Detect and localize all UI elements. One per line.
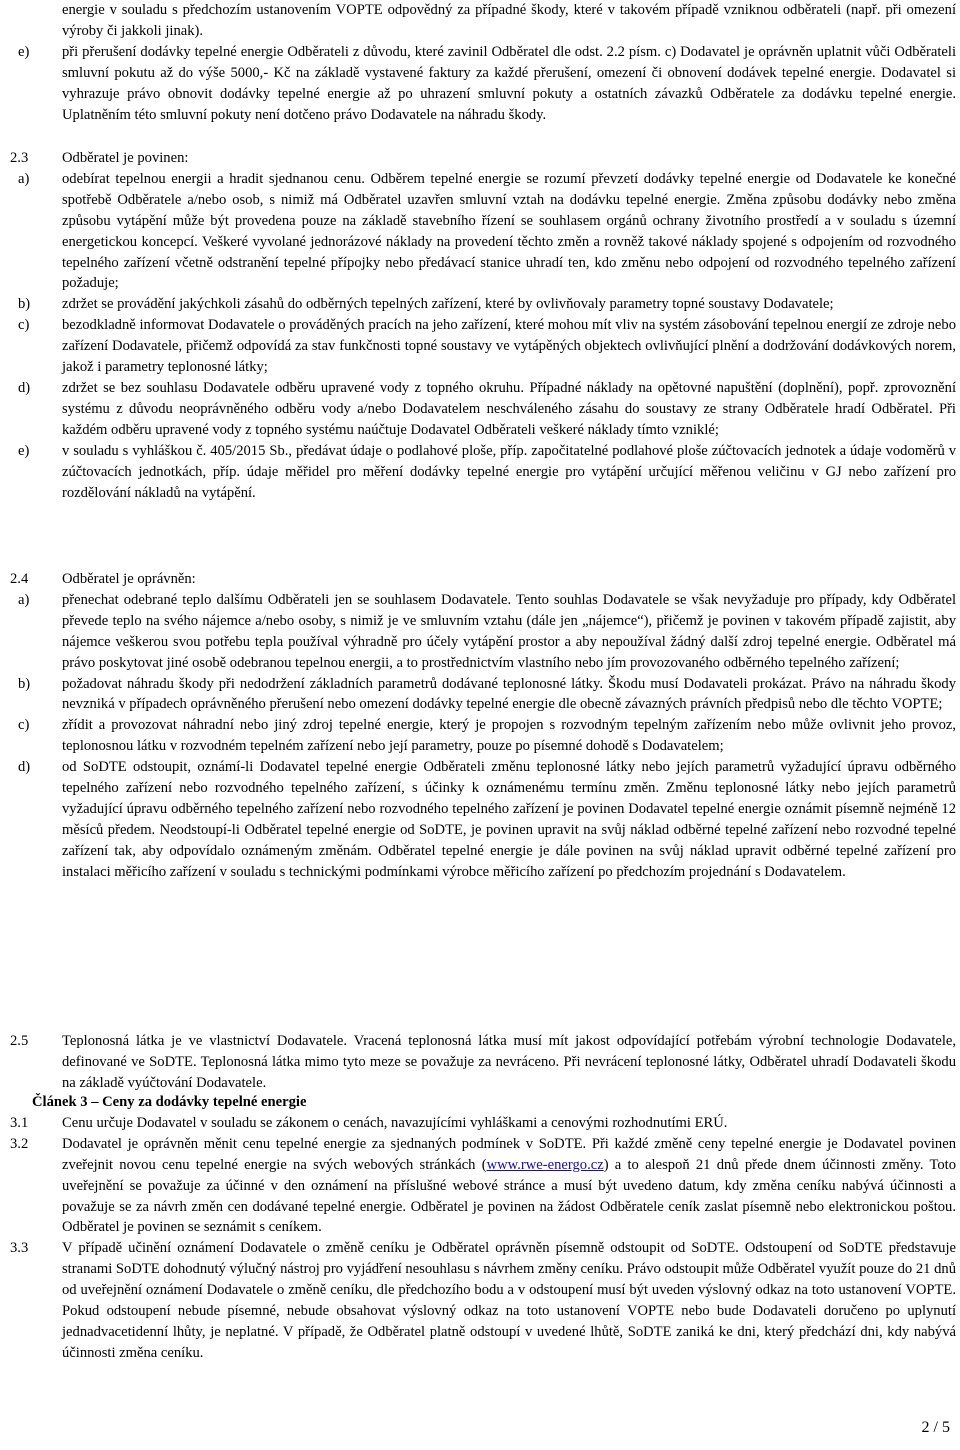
list-item: [10, 378, 956, 441]
list-item: [10, 674, 956, 716]
section-2-4: [10, 569, 956, 883]
item-label: c): [18, 317, 30, 334]
intro-item-e: [10, 42, 956, 126]
item-text: zřídit a provozovat náhradní nebo jiný zdroj tepelné energie, který je propojen s rozvodným tepelným zařízením nebo může ovlivnit jeho provoz, teplonosnou látku v rozvodném tepelném zařízení nebo její parametry, pouze po písemné dohodě s Dodavatelem;: [62, 717, 956, 755]
list-item: [10, 715, 956, 757]
section-number: 2.4: [10, 571, 29, 587]
item-text: při přerušení dodávky tepelné energie Odběrateli z důvodu, které zavinil Odběratel dle odst. 2.2 písm. c) Dodavatel je oprávněn uplatnit vůči Odběrateli smluvní pokutu až do výše 5000,- Kč na základě vystavené faktury za každé přerušení, omezení či obnovení dodávek tepelné energie. Dodavatel si vyhrazuje právo obnovit dodávky tepelné energie až po uhrazení smluvní pokuty a ostatních závazků Odběratele za dodávku tepelné energie. Uplatněním této smluvní pokuty není dotčeno právo Dodavatele na náhradu škody.: [62, 43, 956, 123]
section-number: 3.1: [10, 1114, 29, 1131]
item-label: e): [18, 43, 30, 60]
list-item: [10, 169, 956, 294]
item-text: požadovat náhradu škody při nedodržení základních parametrů dodávané teplonosné látky. Škodu musí Dodavateli prokázat. Právo na náhradu škody nevzniká v případech oprávněného přerušení nebo omezení dodávky tepelné energie dle obecně závazných právních předpisů nebo dle těchto VOPTE;: [62, 675, 956, 713]
section-2-3: [10, 148, 956, 503]
item-text: odebírat tepelnou energii a hradit sjednanou cenu. Odběrem tepelné energie se rozumí převzetí dodávky tepelné energie od Dodavatele ke konečné spotřebě Odběratele a/nebo osob, s nimiž má Odběratel uzavřen smluvní vztah na dodávku tepelné energie. Změna způsobu dodávky nebo změna způsobu vytápění může být provedena pouze na základě stavebního řízení se souhlasem orgánů ochrany životního prostředí a v souladu s územní energetickou koncepcí. Veškeré vyvolané jednorázové náklady na provedení těchto změn a rovněž takové náklady spojené s odpojením od rozvodného tepelného zařízení včetně odstranění tepelné přípojky nebo předávací stanice uhradí ten, kdo změnu nebo odpojení od rozvodného tepelného zařízení požaduje;: [62, 170, 956, 292]
item-text: přenechat odebrané teplo dalšímu Odběrateli jen se souhlasem Dodavatele. Tento souhlas Dodavatele se však nevyžaduje pro případy, kdy Odběratel převede teplo na svého nájemce a/nebo osoby, s nimiž je ve smluvním vztahu (dále jen „nájemce“), přičemž je povinen v takovém případě zajistit, aby nájemce veškerou svou potřebu tepla používal výhradně pro účely vytápění prostor a aby nepoužíval žádný další zdroj tepelné energie. Odběratel má právo poskytovat jiné osobě odebranou tepelnou energii, a to prostřednictvím vlastního nebo jím provozovaného odběrného tepelného zařízení;: [62, 591, 956, 671]
section-number: 3.3: [10, 1240, 29, 1257]
text-before-link: Dodavatel je oprávněn měnit cenu tepelné energie za sjednaných podmínek v SoDTE. Při každé změně ceny tepelné energie je Dodavatel povinen zveřejnit novou cenu tepelné energie na svých webových stránkách (: [62, 1135, 956, 1173]
section-title: Odběratel je povinen:: [62, 150, 189, 166]
section-3-1: [10, 1113, 956, 1134]
item-label: c): [18, 717, 30, 734]
article-3: [10, 1071, 956, 1364]
section-text: Cenu určuje Dodavatel v souladu se zákonem o cenách, navazujícími vyhláškami a cenovými rozhodnutími ERÚ.: [62, 1114, 728, 1131]
list-item: [10, 441, 956, 504]
section-number: 3.2: [10, 1135, 29, 1152]
item-label: a): [18, 170, 30, 187]
article-heading: Článek 3 – Ceny za dodávky tepelné energie: [32, 1094, 307, 1110]
text-after-link: ) a to alespoň 21 dnů přede dnem účinnosti změny. Toto uveřejnění se považuje za účinné v den oznámení na příslušné webové stránce a musí být uvedeno datum, kdy změna ceníku nabývá účinnosti a považuje se za návrh změn cen dodávané tepelné energie. Odběratel je povinen na žádost Odběratele ceník zaslat písemně nebo elektronickou poštou. Odběratel je povinen se seznámit s ceníkem.: [62, 1156, 956, 1236]
list-item: [10, 294, 956, 315]
item-text: v souladu s vyhláškou č. 405/2015 Sb., předávat údaje o podlahové ploše, příp. započitatelné podlahové ploše zúčtovacích jednotek a údaje vodoměrů v zúčtovacích jednotkách, příp. údaje měřidel pro měření dodávky tepelné energie pro vytápění určující měřenou veličinu v GJ nebo zařízení pro rozdělování nákladů na vytápění.: [62, 442, 956, 501]
item-label: b): [18, 296, 31, 313]
section-text: V případě učinění oznámení Dodavatele o změně ceníku je Odběratel oprávněn písemně odstoupit od SoDTE. Odstoupení od SoDTE představuje stranami SoDTE dohodnutý výlučný nástroj pro vyjádření nesouhlasu s návrhem změny ceníku. Právo odstoupit může Odběratel využít pouze do 21 dnů od uveřejnění oznámení Dodavatele o změně ceníku, dle předchozího bodu a v odstoupení musí být uveden výslovný odkaz na toto ustanovení VOPTE. Pokud odstoupení nebude písemné, nebude obsahovat výslovný odkaz na toto ustanovení VOPTE nebo bude Dodavateli doručeno po uplynutí jednadvacetidenní lhůty, je neplatné. V případě, že Odběratel platně odstoupí v uvedené lhůtě, SoDTE zaniká ke dni, který předchází dni, kdy nabývá účinnosti změna ceníku.: [62, 1240, 956, 1361]
list-item: [10, 315, 956, 378]
section-number: 2.5: [10, 1033, 29, 1049]
item-text: od SoDTE odstoupit, oznámí-li Dodavatel tepelné energie Odběrateli změnu teplonosné látky nebo jejích parametrů vyžadující úpravu odběrného tepelného zařízení nebo rozvodného tepelného zařízení, s účinky k oznámenému termínu změn. Změnu teplonosné látky nebo jejích parametrů vyžadující úpravu odběrného tepelného zařízení nebo rozvodného tepelného zařízení je povinen Dodavatel tepelné energie oznámit písemně nejméně 12 měsíců předem. Neodstoupí-li Odběratel tepelné energie od SoDTE, je povinen upravit na svůj náklad odběrné tepelné zařízení nebo rozvodné tepelné zařízení tak, aby odpovídalo oznámeným změnám. Odběratel tepelné energie je dále povinen na svůj náklad upravit odběrné tepelné zařízení pro instalaci měřicího zařízení v souladu s technickými podmínkami výrobce měřicího zařízení po předchozím projednání s Dodavatelem.: [62, 759, 956, 880]
item-text: bezodkladně informovat Dodavatele o prováděných pracích na jeho zařízení, které mohou mít vliv na systém zásobování tepelnou energií ze zdroje nebo zařízení Dodavatele, přičemž odpovídá za stav funkčnosti topné soustavy ve vytápěných objektech ovlivňující plnění a dodržování dodávkových norem, jakož i parametry teplonosné látky;: [62, 317, 956, 376]
item-text: zdržet se bez souhlasu Dodavatele odběru upravené vody z topného okruhu. Případné náklady na opětovné napuštění (doplnění), popř. zprovoznění systému z důvodu neoprávněného odběru vody a/nebo Dodavatelem neschváleného zásahu do soustavy ze strany Odběratele hradí Odběratel. Při každém odběru upravené vody z topného systému naúčtuje Dodavatel Odběrateli veškeré náklady tímto vzniklé;: [62, 379, 956, 438]
section-number: 2.3: [10, 150, 29, 166]
intro-section: [10, 0, 956, 125]
list-item: [10, 590, 956, 674]
section-2-4-title: [10, 569, 956, 590]
item-label: b): [18, 675, 31, 692]
website-link[interactable]: www.rwe-energo.cz: [486, 1156, 604, 1173]
item-text: zdržet se provádění jakýchkoli zásahů do odběrných tepelných zařízení, které by ovlivňovaly parametry topné soustavy Dodavatele;: [62, 296, 834, 313]
section-3-3: [10, 1238, 956, 1363]
item-label: e): [18, 442, 30, 459]
section-text: Teplonosná látka je ve vlastnictví Dodavatele. Vracená teplonosná látka musí mít jakost odpovídající potřebám výrobní technologie Dodavatele, definované ve SoDTE. Teplonosná látka mimo tyto meze se považuje za nevráceno. Při nevrácení teplonosné látky, Odběratel uhradí Dodavateli škodu na základě vyúčtování Dodavatele.: [62, 1033, 956, 1091]
section-2-3-title: [10, 148, 956, 169]
item-label: d): [18, 379, 31, 396]
intro-continuation: energie v souladu s předchozím ustanovením VOPTE odpovědný za případné škody, které v takovém případě vzniknou odběrateli (např. při omezení výroby či jakkoli jinak).: [62, 2, 956, 39]
list-item: [10, 757, 956, 882]
item-label: a): [18, 591, 30, 608]
section-3-2: [10, 1134, 956, 1239]
item-label: d): [18, 759, 31, 776]
section-text: [62, 1134, 956, 1239]
section-title: Odběratel je oprávněn:: [62, 571, 196, 587]
page-number: 2 / 5: [921, 1419, 950, 1436]
